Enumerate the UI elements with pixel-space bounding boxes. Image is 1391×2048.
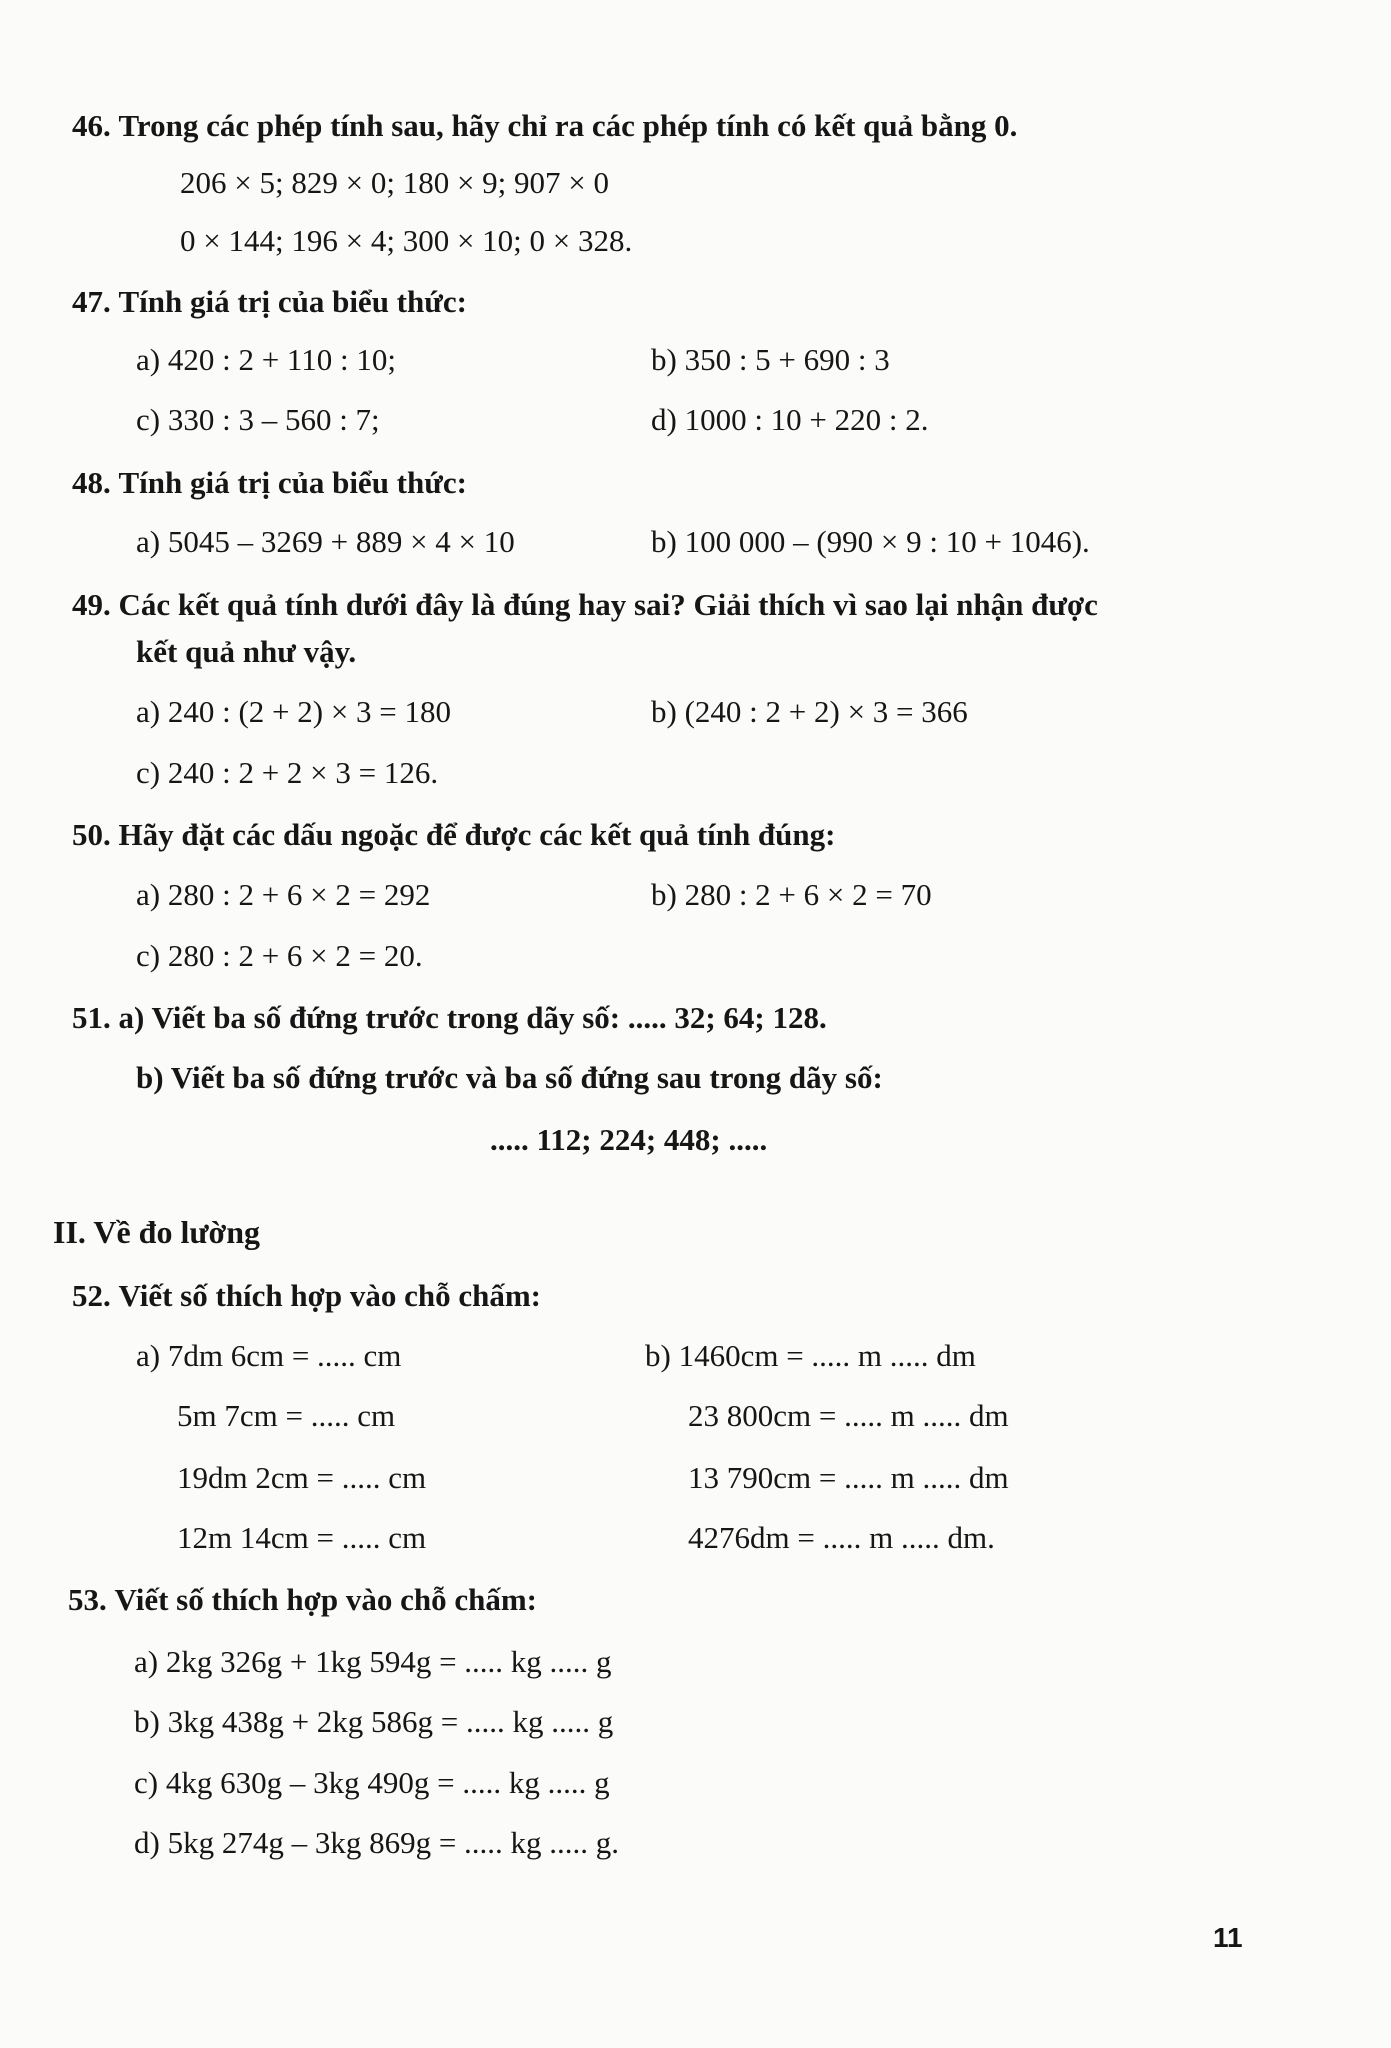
item-c: c) 280 : 2 + 6 × 2 = 20. (136, 938, 423, 973)
exercise-number: 50. (72, 817, 111, 852)
item-b: 23 800cm = ..... m ..... dm (688, 1398, 1009, 1433)
exercise-53-prompt (68, 1580, 537, 1620)
item-a: 19dm 2cm = ..... cm (177, 1460, 427, 1495)
item-a: a) 5045 – 3269 + 889 × 4 × 10 (136, 524, 515, 559)
exercise-text: Trong các phép tính sau, hãy chỉ ra các phép tính có kết quả bằng 0. (118, 108, 1018, 143)
exercise-text: Tính giá trị của biểu thức: (118, 465, 467, 500)
exercise-text: Viết số thích hợp vào chỗ chấm: (118, 1278, 541, 1313)
item-a: a) 2kg 326g + 1kg 594g = ..... kg ..... g (134, 1644, 612, 1679)
item-b: 4276dm = ..... m ..... dm. (688, 1520, 995, 1555)
exercise-number: 48. (72, 465, 111, 500)
exercise-49-prompt (72, 585, 1098, 625)
item-b: b) Viết ba số đứng trước và ba số đứng sau trong dãy số: (136, 1060, 883, 1095)
exercise-number: 53. (68, 1582, 107, 1617)
section-heading: II. Về đo lường (53, 1214, 261, 1250)
exercise-number: 47. (72, 284, 111, 319)
exercise-number: 46. (72, 108, 111, 143)
item-c: c) 4kg 630g – 3kg 490g = ..... kg ..... g (134, 1765, 610, 1800)
item-b: b) 280 : 2 + 6 × 2 = 70 (651, 877, 932, 912)
exercise-number: 52. (72, 1278, 111, 1313)
item-a: 12m 14cm = ..... cm (177, 1520, 427, 1555)
item-a: a) 7dm 6cm = ..... cm (136, 1338, 402, 1373)
exercise-46-prompt (72, 106, 1017, 146)
item-a: 5m 7cm = ..... cm (177, 1398, 396, 1433)
expression-line: 206 × 5; 829 × 0; 180 × 9; 907 × 0 (180, 165, 610, 200)
exercise-50-prompt (72, 815, 835, 855)
item-c: c) 240 : 2 + 2 × 3 = 126. (136, 755, 439, 790)
exercise-48-prompt (72, 463, 467, 503)
item-a: a) 240 : (2 + 2) × 3 = 180 (136, 694, 452, 729)
exercise-text: Tính giá trị của biểu thức: (118, 284, 467, 319)
exercise-number: 51. (72, 1000, 111, 1035)
sequence: ..... 112; 224; 448; ..... (490, 1122, 768, 1157)
item-a: a) 420 : 2 + 110 : 10; (136, 342, 397, 377)
exercise-52-prompt (72, 1276, 541, 1316)
item-d: d) 1000 : 10 + 220 : 2. (651, 402, 929, 437)
item-a: a) 280 : 2 + 6 × 2 = 292 (136, 877, 431, 912)
item-b: b) 3kg 438g + 2kg 586g = ..... kg ..... g (134, 1704, 614, 1739)
exercise-text-cont: kết quả như vậy. (136, 634, 357, 669)
exercise-text: Các kết quả tính dưới đây là đúng hay sai? Giải thích vì sao lại nhận được (118, 587, 1098, 622)
item-d: d) 5kg 274g – 3kg 869g = ..... kg ..... g. (134, 1825, 620, 1860)
item-b: b) (240 : 2 + 2) × 3 = 366 (651, 694, 968, 729)
item-b: 13 790cm = ..... m ..... dm (688, 1460, 1009, 1495)
item-b: b) 350 : 5 + 690 : 3 (651, 342, 890, 377)
page-number: 11 (1213, 1922, 1243, 1953)
expression-line: 0 × 144; 196 × 4; 300 × 10; 0 × 328. (180, 223, 633, 258)
exercise-47-prompt (72, 282, 467, 322)
item-b: b) 100 000 – (990 × 9 : 10 + 1046). (651, 524, 1090, 559)
item-c: c) 330 : 3 – 560 : 7; (136, 402, 380, 437)
item-b: b) 1460cm = ..... m ..... dm (645, 1338, 976, 1373)
exercise-51-prompt (72, 998, 827, 1038)
exercise-text: Hãy đặt các dấu ngoặc để được các kết quả tính đúng: (118, 817, 836, 852)
exercise-text: a) Viết ba số đứng trước trong dãy số: ..... 32; 64; 128. (118, 1000, 827, 1035)
exercise-number: 49. (72, 587, 111, 622)
exercise-text: Viết số thích hợp vào chỗ chấm: (114, 1582, 537, 1617)
